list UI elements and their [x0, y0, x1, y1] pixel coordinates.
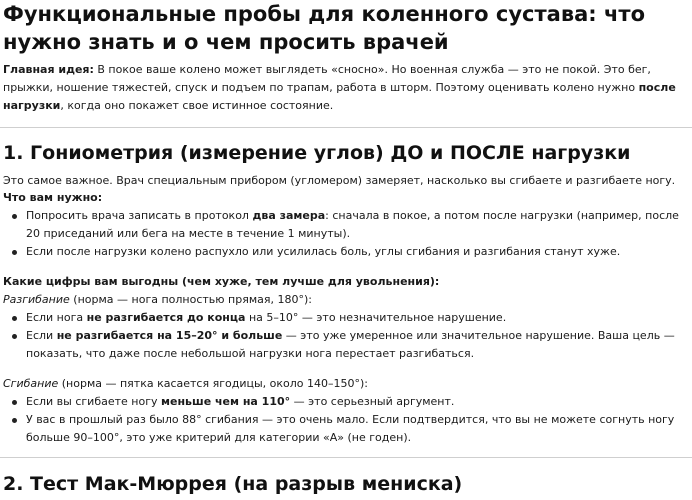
- section-1-heading: 1. Гониометрия (измерение углов) ДО и ПОСЛЕ нагрузки: [3, 142, 631, 164]
- bullet-icon: [12, 418, 17, 423]
- bullet-icon: [12, 316, 17, 321]
- list-item-text: Если нога: [26, 311, 87, 324]
- list-item: [26, 207, 682, 243]
- flexion-label-italic: Сгибание: [3, 377, 59, 390]
- intro-bold-after-load: после нагрузки: [3, 81, 676, 112]
- numbers-label-text: Какие цифры вам выгодны (чем хуже, тем лучше для увольнения):: [3, 275, 440, 288]
- list-item-text: : сначала в покое, а потом после нагрузки (например, после 20 приседаний или бега на месте в течение 1 минуты).: [26, 209, 679, 240]
- list-item: [26, 327, 682, 363]
- section-1-intro: Это самое важное. Врач специальным прибором (угломером) замеряет, насколько вы сгибаете и разгибаете ногу.: [3, 174, 676, 187]
- list-item-text: Если: [26, 329, 57, 342]
- bullet-icon: [12, 400, 17, 405]
- intro-text-2: , когда оно покажет свое истинное состояние.: [60, 99, 334, 112]
- list-item-text: — это уже умеренное или значительное нарушение. Ваша цель — показать, что даже после небольшой нагрузки нога перестает разгибаться.: [26, 329, 675, 360]
- need-list: [0, 207, 682, 261]
- list-item-text: У вас в прошлый раз было 88° сгибания — это очень мало. Если подтвердится, что вы не можете согнуть ногу больше 90–100°, это уже критерий для категории «А» (не годен).: [26, 413, 675, 444]
- flexion-label: [3, 375, 687, 393]
- intro-paragraph: [3, 61, 687, 115]
- need-label: [3, 189, 687, 207]
- list-item: [26, 393, 682, 411]
- list-item-text: на 5–10° — это незначительное нарушение.: [245, 311, 507, 324]
- list-item-bold: меньше чем на 110°: [161, 395, 291, 408]
- intro-lead-label: Главная идея:: [3, 63, 94, 76]
- list-item-bold: не разгибается до конца: [86, 311, 246, 324]
- list-item-text: Попросить врача записать в протокол: [26, 209, 253, 222]
- section-2-heading: 2. Тест Мак-Мюррея (на разрыв мениска): [3, 473, 463, 495]
- page-title: Функциональные пробы для коленного сустава: что нужно знать и о чем просить врачей: [3, 2, 646, 54]
- flexion-list: [0, 393, 682, 447]
- extension-label-italic: Разгибание: [3, 293, 70, 306]
- list-item-text: Если вы сгибаете ногу: [26, 395, 161, 408]
- bullet-icon: [12, 250, 17, 255]
- need-label-text: Что вам нужно:: [3, 191, 103, 204]
- list-item-bold: два замера: [252, 209, 326, 222]
- divider: [0, 457, 692, 458]
- bullet-icon: [12, 334, 17, 339]
- divider: [0, 127, 692, 128]
- list-item-bold: не разгибается на 15–20° и больше: [56, 329, 283, 342]
- flexion-label-rest: (норма — пятка касается ягодицы, около 140–150°):: [58, 377, 368, 390]
- bullet-icon: [12, 214, 17, 219]
- list-item: [26, 411, 682, 447]
- list-item: [26, 243, 682, 261]
- list-item-text: — это серьезный аргумент.: [290, 395, 455, 408]
- list-item: [26, 309, 682, 327]
- extension-label-rest: (норма — нога полностью прямая, 180°):: [69, 293, 312, 306]
- list-item-text: Если после нагрузки колено распухло или усилилась боль, углы сгибания и разгибания станут хуже.: [26, 245, 621, 258]
- extension-label: [3, 291, 687, 309]
- extension-list: [0, 309, 682, 363]
- numbers-label: [3, 273, 687, 291]
- intro-text-1: В покое ваше колено может выглядеть «сносно». Но военная служба — это не покой. Это бег, прыжки, ношение тяжестей, спуск и подъем по трапам, работа в шторм. Поэтому оценивать колено нужно: [3, 63, 651, 94]
